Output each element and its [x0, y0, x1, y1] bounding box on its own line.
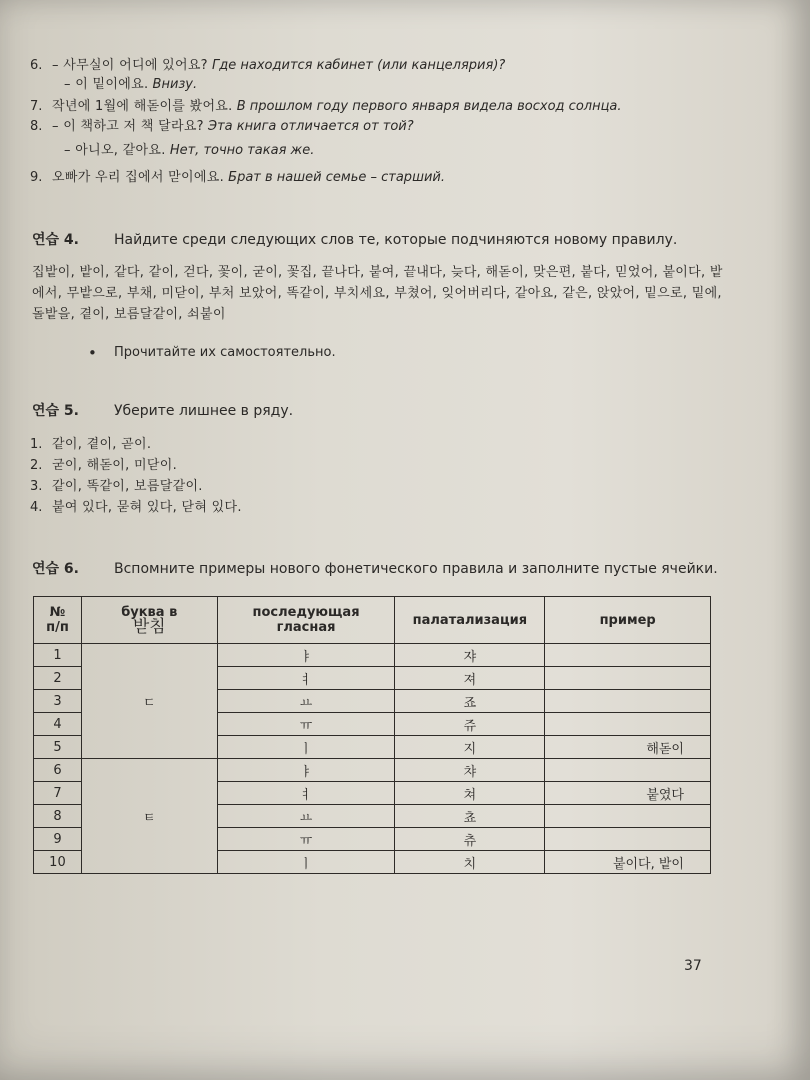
exercise-5-item-text: 같이, 곁이, 곧이.	[52, 437, 152, 452]
exercise-5-title: Уберите лишнее в ряду.	[114, 403, 294, 419]
palatalization-cell: 져	[395, 667, 545, 690]
header-example: пример	[545, 597, 711, 644]
palatalization-cell: 쥬	[395, 713, 545, 736]
vowel-cell: ㅑ	[217, 644, 395, 667]
example-cell	[545, 805, 711, 828]
row-number-cell: 8	[34, 805, 82, 828]
korean-sentence: – 이 밑이에요.	[64, 77, 149, 92]
row-number-cell: 1	[34, 644, 82, 667]
exercise-5-item	[30, 458, 177, 474]
row-number-cell: 4	[34, 713, 82, 736]
exercise-5-item-number: 1.	[30, 437, 43, 452]
header-following-vowel: последующая гласная	[217, 597, 395, 644]
example-sentence	[30, 58, 505, 74]
table-row	[34, 759, 711, 782]
vowel-cell: ㅠ	[217, 828, 395, 851]
exercise-5-item-text: 붙여 있다, 묻혀 있다, 닫혀 있다.	[52, 500, 242, 515]
batchim-letter-cell: ㅌ	[81, 759, 217, 874]
example-cell	[545, 713, 711, 736]
example-sentence	[30, 143, 314, 159]
example-sentence-number: 9.	[30, 170, 43, 185]
vowel-cell: ㅑ	[217, 759, 395, 782]
exercise-4-bullet: • Прочитайте их самостоятельно.	[114, 345, 336, 360]
exercise-5-item-number: 2.	[30, 458, 43, 473]
vowel-cell: ㅠ	[217, 713, 395, 736]
example-sentence-number: 8.	[30, 119, 43, 134]
row-number-cell: 7	[34, 782, 82, 805]
palatalization-table	[33, 596, 711, 874]
korean-sentence: 오빠가 우리 집에서 맏이에요.	[52, 170, 225, 185]
page-number: 37	[684, 958, 702, 974]
vowel-cell: ㅣ	[217, 736, 395, 759]
row-number-cell: 3	[34, 690, 82, 713]
korean-sentence: – 사무실이 어디에 있어요?	[52, 58, 208, 73]
exercise-5-item-text: 굳이, 해돋이, 미닫이.	[52, 458, 178, 473]
exercise-6-heading	[32, 558, 718, 578]
vowel-cell: ㅛ	[217, 690, 395, 713]
row-number-cell: 9	[34, 828, 82, 851]
row-number-cell: 10	[34, 851, 82, 874]
exercise-4-word-list: 집밭이, 밭이, 같다, 같이, 걷다, 꽃이, 굳이, 꽃집, 끝나다, 붙여, 끝내다, 늦다, 해돋이, 맞은편, 붙다, 믿었어, 붙이다, 밭에서, 무밭으로, 부채, 미닫이, 부처 보았어, 똑같이, 부치세요, 부쳤어, 잊어버리다, 같아요, 같은, 앉았어, 밑으로, 밑에, 돌밭을, 곁이, 보름달같이, 쇠붙이	[32, 265, 723, 322]
example-cell	[545, 690, 711, 713]
russian-translation: В прошлом году первого января видела восход солнца.	[236, 99, 622, 114]
example-cell	[545, 828, 711, 851]
russian-translation: Нет, точно такая же.	[169, 143, 315, 158]
row-number-cell: 2	[34, 667, 82, 690]
example-cell	[545, 759, 711, 782]
palatalization-cell: 죠	[395, 690, 545, 713]
palatalization-cell: 쵸	[395, 805, 545, 828]
exercise-5-heading	[32, 400, 293, 420]
example-sentence	[30, 170, 445, 186]
exercise-6-number: 연습 6.	[32, 561, 79, 577]
vowel-cell: ㅛ	[217, 805, 395, 828]
example-cell: 해돋이	[545, 736, 711, 759]
russian-translation: Брат в нашей семье – старший.	[228, 170, 445, 185]
table-body	[34, 644, 711, 874]
exercise-4-heading	[32, 229, 677, 249]
header-number: № п/п	[34, 597, 82, 644]
example-sentence-number: 7.	[30, 99, 43, 114]
example-cell	[545, 667, 711, 690]
exercise-5-item-number: 4.	[30, 500, 43, 515]
header-palatalization: палатализация	[395, 597, 545, 644]
example-cell: 붙였다	[545, 782, 711, 805]
palatalization-cell: 츄	[395, 828, 545, 851]
korean-sentence: 작년에 1월에 해돋이를 봤어요.	[52, 99, 233, 114]
russian-translation: Внизу.	[152, 77, 198, 92]
korean-sentence: – 아니오, 같아요.	[64, 143, 166, 158]
palatalization-cell: 쳐	[395, 782, 545, 805]
row-number-cell: 5	[34, 736, 82, 759]
palatalization-cell: 쟈	[395, 644, 545, 667]
table-header-row	[34, 597, 711, 644]
exercise-4-title: Найдите среди следующих слов те, которые подчиняются новому правилу.	[114, 232, 678, 248]
exercise-4-number: 연습 4.	[32, 232, 79, 248]
example-cell	[545, 644, 711, 667]
example-sentence	[30, 77, 197, 93]
vowel-cell: ㅕ	[217, 782, 395, 805]
example-sentence-number: 6.	[30, 58, 43, 73]
exercise-5-item	[30, 479, 203, 495]
batchim-letter-cell: ㄷ	[81, 644, 217, 759]
exercise-5-number: 연습 5.	[32, 403, 79, 419]
korean-sentence: – 이 책하고 저 책 달라요?	[52, 119, 204, 134]
russian-translation: Где находится кабинет (или канцелярия)?	[212, 58, 506, 73]
exercise-6-title: Вспомните примеры нового фонетического правила и заполните пустые ячейки.	[114, 561, 718, 577]
exercise-5-item	[30, 500, 242, 516]
palatalization-cell: 챠	[395, 759, 545, 782]
table-row	[34, 644, 711, 667]
vowel-cell: ㅕ	[217, 667, 395, 690]
palatalization-cell: 지	[395, 736, 545, 759]
example-cell: 붙이다, 밭이	[545, 851, 711, 874]
russian-translation: Эта книга отличается от той?	[208, 119, 414, 134]
exercise-5-item	[30, 437, 151, 453]
row-number-cell: 6	[34, 759, 82, 782]
palatalization-cell: 치	[395, 851, 545, 874]
exercise-5-item-number: 3.	[30, 479, 43, 494]
exercise-5-item-text: 같이, 똑같이, 보름달같이.	[52, 479, 203, 494]
example-sentence	[30, 99, 622, 115]
vowel-cell: ㅣ	[217, 851, 395, 874]
example-sentence	[30, 119, 414, 135]
header-batchim-letter: буква в 받침	[81, 597, 217, 644]
